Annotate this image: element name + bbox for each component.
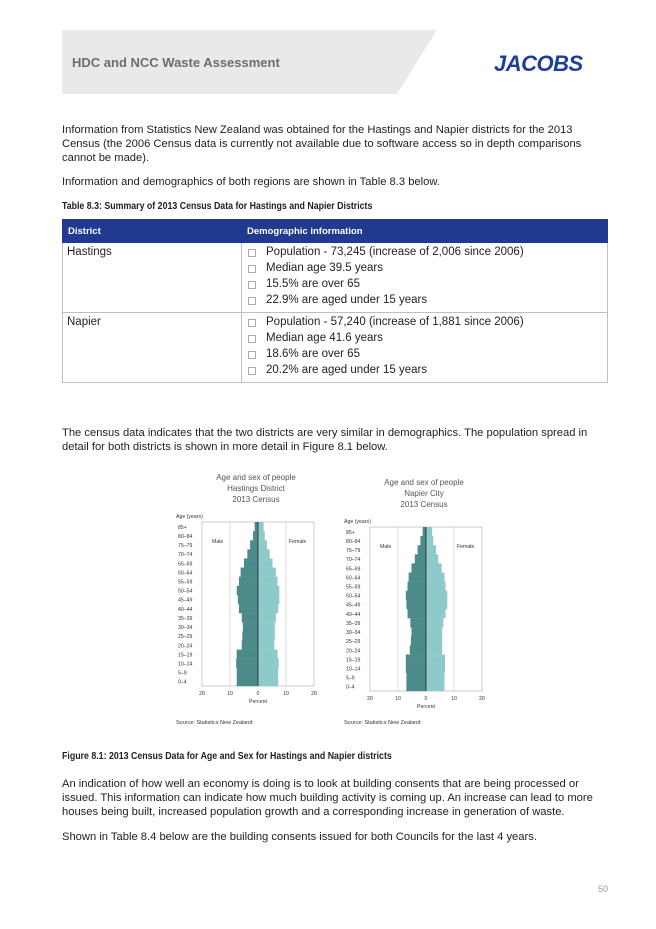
y-axis-label: Age (years): [344, 519, 371, 525]
age-tick-label: 30–34: [346, 630, 361, 637]
demographic-cell: [242, 313, 608, 383]
male-label: Male: [380, 544, 392, 550]
male-bar: [408, 582, 426, 591]
male-bar: [243, 622, 258, 631]
female-bar: [426, 591, 447, 600]
x-tick-label: 0: [424, 696, 428, 702]
list-item-text: Median age 39.5 years: [266, 262, 383, 274]
list-item: [246, 364, 603, 377]
age-tick-label: 70–74: [178, 552, 193, 559]
male-bar: [242, 631, 258, 640]
female-bar: [258, 568, 276, 577]
age-tick-label: 45–49: [346, 602, 361, 609]
female-bar: [258, 540, 267, 549]
x-tick-label: 20: [479, 696, 485, 702]
bullet-icon: [248, 249, 256, 257]
male-bar: [250, 540, 258, 549]
male-bar: [239, 604, 258, 613]
male-bar: [237, 677, 258, 686]
x-tick-label: 10: [395, 696, 401, 702]
male-bar: [237, 586, 258, 595]
male-bar: [406, 673, 426, 682]
female-bar: [426, 573, 444, 582]
male-bar: [406, 591, 426, 600]
paragraph-economy: An indication of how well an economy is doing is to look at building consents that are being processed or issued. This information can indicate how much building activity is coming up. An increase can lead to more houses being built, increased population growth and a corresponding increase in generation of waste.: [62, 778, 593, 818]
female-bar: [258, 558, 273, 567]
male-bar: [247, 549, 258, 558]
x-tick-label: 20: [367, 696, 373, 702]
female-bar: [258, 613, 276, 622]
female-bar: [426, 582, 446, 591]
male-bar: [406, 600, 426, 609]
age-tick-label: 10–14: [178, 661, 193, 668]
age-tick-label: 0–4: [346, 684, 355, 691]
female-bar: [258, 650, 278, 659]
list-item: [246, 348, 603, 361]
male-bar: [253, 531, 258, 540]
chart-source: Source: Statistics New Zealand: [176, 720, 253, 726]
list-item: [246, 262, 603, 275]
female-bar: [426, 645, 442, 654]
list-item-text: Median age 41.6 years: [266, 332, 383, 344]
age-tick-label: 55–59: [346, 584, 361, 591]
male-bar: [408, 609, 426, 618]
female-label: Female: [457, 544, 475, 550]
female-bar: [258, 549, 270, 558]
age-tick-label: 80–84: [346, 538, 361, 545]
age-tick-label: 60–64: [178, 570, 193, 577]
list-item: [246, 316, 603, 329]
male-bar: [236, 659, 258, 668]
male-bar: [242, 613, 258, 622]
age-tick-label: 65–69: [346, 566, 361, 573]
female-bar: [426, 618, 443, 627]
male-bar: [411, 563, 426, 572]
male-bar: [239, 577, 258, 586]
female-bar: [426, 627, 442, 636]
female-bar: [258, 640, 274, 649]
male-bar: [237, 668, 258, 677]
age-tick-label: 30–34: [178, 625, 193, 632]
pyramid-svg: [344, 513, 504, 743]
x-axis-label: Percent: [249, 699, 267, 705]
male-bar: [420, 536, 426, 545]
age-tick-label: 25–29: [346, 639, 361, 646]
female-bar: [426, 600, 447, 609]
table-row: [63, 313, 608, 383]
male-bar: [410, 645, 426, 654]
age-tick-label: 65–69: [178, 561, 193, 568]
table-header-district: District: [63, 220, 242, 243]
chart-source: Source: Statistics New Zealand: [344, 720, 421, 726]
age-tick-label: 0–4: [178, 679, 187, 686]
female-label: Female: [289, 539, 307, 545]
male-bar: [415, 554, 426, 563]
male-bar: [241, 568, 258, 577]
list-item: [246, 246, 603, 259]
age-tick-label: 20–24: [346, 648, 361, 655]
age-tick-label: 10–14: [346, 666, 361, 673]
chart-title-line: Age and sex of people: [216, 473, 296, 482]
male-bar: [237, 650, 258, 659]
age-tick-label: 85+: [346, 529, 355, 536]
female-bar: [258, 677, 278, 686]
x-tick-label: 20: [311, 691, 317, 697]
age-tick-label: 35–39: [346, 620, 361, 627]
bullet-icon: [248, 265, 256, 273]
age-tick-label: 50–54: [346, 593, 361, 600]
female-bar: [426, 554, 438, 563]
list-item-text: Population - 57,240 (increase of 1,881 since 2006): [266, 316, 524, 328]
list-item: [246, 294, 603, 307]
age-tick-label: 60–64: [346, 575, 361, 582]
chart-title: [176, 472, 336, 505]
census-table: [62, 219, 608, 383]
paragraph-census-summary: The census data indicates that the two districts are very similar in demographics. The population spread in detail for both districts is shown in more detail in Figure 8.1 below.: [62, 427, 588, 453]
female-bar: [426, 636, 442, 645]
page-number: 50: [597, 884, 608, 894]
male-bar: [255, 522, 258, 531]
female-bar: [426, 655, 445, 664]
male-bar: [418, 545, 426, 554]
female-bar: [426, 563, 442, 572]
female-bar: [258, 631, 275, 640]
hastings-pyramid-chart: [176, 470, 336, 732]
paragraph-intro: Information from Statistics New Zealand was obtained for the Hastings and Napier districts for the 2013 Census (the 2006 Census data is currently not available due to software access so in depth comparisons cannot be made).: [62, 124, 582, 164]
age-tick-label: 70–74: [346, 557, 361, 564]
male-bar: [406, 655, 426, 664]
napier-pyramid-chart: [344, 475, 504, 737]
male-bar: [410, 618, 426, 627]
list-item-text: Population - 73,245 (increase of 2,006 since 2006): [266, 246, 524, 258]
x-tick-label: 20: [199, 691, 205, 697]
list-item-text: 20.2% are aged under 15 years: [266, 364, 428, 376]
list-item-text: 18.6% are over 65: [266, 348, 360, 360]
x-tick-label: 10: [227, 691, 233, 697]
male-bar: [411, 627, 426, 636]
male-bar: [409, 573, 426, 582]
female-bar: [258, 604, 278, 613]
paragraph-table-ref: Information and demographics of both regions are shown in Table 8.3 below.: [62, 176, 440, 188]
age-tick-label: 40–44: [346, 611, 361, 618]
document-title: HDC and NCC Waste Assessment: [72, 55, 280, 70]
female-bar: [258, 659, 279, 668]
male-label: Male: [212, 539, 224, 545]
age-tick-label: 75–79: [346, 548, 361, 555]
chart-title-line: Hastings District: [227, 484, 285, 493]
district-cell: Napier: [63, 313, 242, 383]
x-tick-label: 10: [451, 696, 457, 702]
list-item-text: 15.5% are over 65: [266, 278, 360, 290]
chart-title-line: 2013 Census: [232, 495, 280, 504]
chart-title: [344, 477, 504, 510]
age-tick-label: 20–24: [178, 643, 193, 650]
x-tick-label: 0: [256, 691, 260, 697]
female-bar: [258, 522, 264, 531]
jacobs-logo: JACOBS: [494, 51, 583, 76]
female-bar: [258, 577, 278, 586]
district-cell: Hastings: [63, 243, 242, 313]
x-axis-label: Percent: [417, 704, 435, 710]
age-tick-label: 75–79: [178, 543, 193, 550]
bullet-icon: [248, 367, 256, 375]
female-bar: [258, 586, 279, 595]
chart-title-line: 2013 Census: [400, 500, 448, 509]
age-tick-label: 85+: [178, 524, 187, 531]
male-bar: [242, 640, 258, 649]
age-tick-label: 5–9: [178, 670, 187, 677]
female-bar: [426, 536, 433, 545]
female-bar: [426, 664, 445, 673]
female-bar: [426, 545, 436, 554]
bullet-icon: [248, 297, 256, 305]
male-bar: [406, 664, 426, 673]
age-tick-label: 15–19: [346, 657, 361, 664]
bullet-icon: [248, 351, 256, 359]
bullet-icon: [248, 281, 256, 289]
male-bar: [406, 682, 426, 691]
age-tick-label: 40–44: [178, 606, 193, 613]
female-bar: [258, 595, 279, 604]
x-tick-label: 10: [283, 691, 289, 697]
table-header-demographic: Demographic information: [242, 220, 608, 243]
female-bar: [426, 673, 444, 682]
age-tick-label: 80–84: [178, 533, 193, 540]
male-bar: [423, 527, 426, 536]
age-tick-label: 25–29: [178, 634, 193, 641]
pyramid-svg: [176, 508, 336, 738]
demographic-cell: [242, 243, 608, 313]
figure-caption: Figure 8.1: 2013 Census Data for Age and Sex for Hastings and Napier districts: [62, 751, 392, 762]
age-tick-label: 5–9: [346, 675, 355, 682]
age-tick-label: 45–49: [178, 597, 193, 604]
list-item: [246, 278, 603, 291]
chart-title-line: Age and sex of people: [384, 478, 464, 487]
female-bar: [258, 668, 278, 677]
male-bar: [411, 636, 426, 645]
list-item: [246, 332, 603, 345]
male-bar: [244, 558, 258, 567]
list-item-text: 22.9% are aged under 15 years: [266, 294, 428, 306]
female-bar: [258, 531, 265, 540]
age-tick-label: 15–19: [178, 652, 193, 659]
female-bar: [258, 622, 275, 631]
table-caption: Table 8.3: Summary of 2013 Census Data for Hastings and Napier Districts: [62, 201, 373, 212]
bullet-icon: [248, 319, 256, 327]
bullet-icon: [248, 335, 256, 343]
y-axis-label: Age (years): [176, 514, 203, 520]
age-tick-label: 35–39: [178, 615, 193, 622]
female-bar: [426, 682, 444, 691]
age-tick-label: 55–59: [178, 579, 193, 586]
table-row: [63, 243, 608, 313]
male-bar: [238, 595, 258, 604]
female-bar: [426, 527, 432, 536]
chart-title-line: Napier City: [404, 489, 444, 498]
female-bar: [426, 609, 446, 618]
paragraph-consents-ref: Shown in Table 8.4 below are the building consents issued for both Councils for the last 4 years.: [62, 831, 537, 843]
age-tick-label: 50–54: [178, 588, 193, 595]
